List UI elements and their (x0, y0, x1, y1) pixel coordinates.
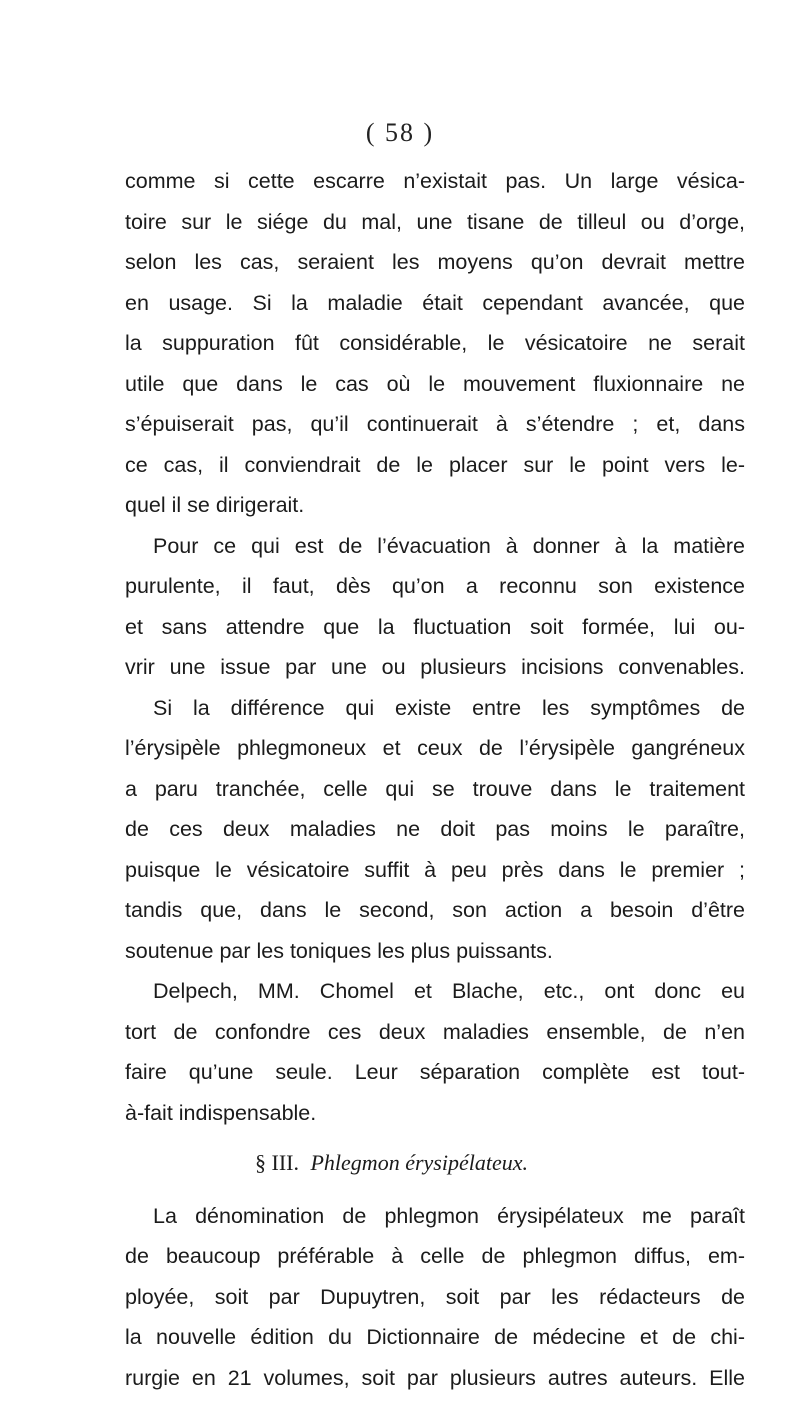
section-title: Phlegmon érysipélateux. (310, 1150, 528, 1175)
text-line: selon les cas, seraient les moyens qu’on devrait mettre (125, 250, 745, 274)
paragraph-3 (125, 688, 745, 972)
text-line: à-fait indispensable. (125, 1100, 317, 1125)
text-line: soutenue par les toniques les plus puissants. (125, 938, 553, 963)
text-line: ployée, soit par Dupuytren, soit par les rédacteurs de (125, 1284, 745, 1309)
text-line: tandis que, dans le second, son action a besoin d’être (125, 898, 745, 922)
text-line: de beaucoup préférable à celle de phlegmon diffus, em- (125, 1244, 745, 1268)
text-line: puisque le vésicatoire suffit à peu près dans le premier ; (125, 857, 745, 882)
text-line: a paru tranchée, celle qui se trouve dans le traitement (125, 776, 745, 801)
text-line: de ces deux maladies ne doit pas moins le paraître, (125, 817, 745, 841)
text-line: tort de confondre ces deux maladies ensemble, de n’en (125, 1019, 745, 1044)
paragraph-2 (125, 526, 745, 688)
text-line: en usage. Si la maladie était cependant avancée, que (125, 290, 745, 315)
text-line: ce cas, il conviendrait de le placer sur le point vers le- (125, 452, 745, 477)
text-line: Si la différence qui existe entre les symptômes de (153, 695, 745, 720)
body-text (125, 161, 745, 1398)
text-line: faire qu’une seule. Leur séparation complète est tout- (125, 1060, 745, 1084)
text-line: la nouvelle édition du Dictionnaire de médecine et de chi- (125, 1325, 745, 1349)
text-line: la suppuration fût considérable, le vésicatoire ne serait (125, 331, 745, 355)
text-line: comme si cette escarre n’existait pas. Un large vésica- (125, 169, 745, 193)
text-line: utile que dans le cas où le mouvement fluxionnaire ne (125, 371, 745, 396)
paragraph-5 (125, 1196, 745, 1399)
text-line: quel il se dirigerait. (125, 493, 305, 517)
section-heading (125, 1143, 745, 1184)
paragraph-4 (125, 971, 745, 1133)
text-line: purulente, il faut, dès qu’on a reconnu son existence (125, 574, 745, 598)
text-line: l’érysipèle phlegmoneux et ceux de l’érysipèle gangréneux (125, 736, 745, 760)
paragraph-1 (125, 161, 745, 526)
text-line: rurgie en 21 volumes, soit par plusieurs autres auteurs. Elle (125, 1365, 745, 1390)
text-line: La dénomination de phlegmon érysipélateux me paraît (153, 1203, 745, 1228)
page-number: ( 58 ) (365, 118, 435, 147)
text-line: et sans attendre que la fluctuation soit formée, lui ou- (125, 614, 745, 639)
text-line: vrir une issue par une ou plusieurs incisions convenables. (125, 655, 745, 679)
text-line: Delpech, MM. Chomel et Blache, etc., ont donc eu (153, 979, 745, 1003)
text-line: toire sur le siége du mal, une tisane de tilleul ou d’orge, (125, 209, 745, 234)
text-line: s’épuiserait pas, qu’il continuerait à s’étendre ; et, dans (125, 412, 745, 436)
section-number: § III. (255, 1150, 299, 1175)
text-line: Pour ce qui est de l’évacuation à donner à la matière (153, 533, 745, 558)
